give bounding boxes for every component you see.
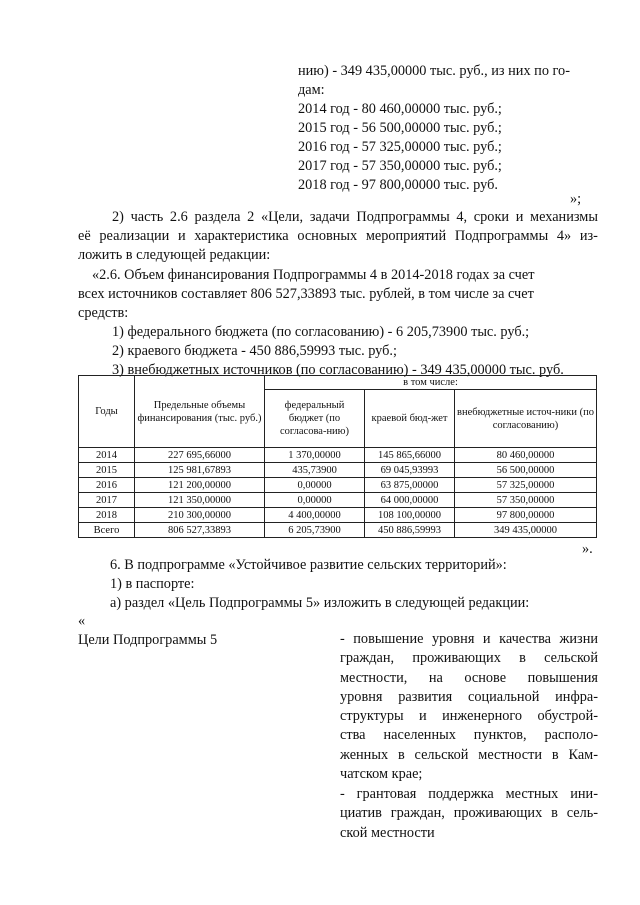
header-total: Предельные объемы финансирования (тыс. руб.) <box>135 376 265 448</box>
section-6-title: 6. В подпрограмме «Устойчивое развитие сельских территорий»: <box>110 557 507 573</box>
cell-total: 210 300,00000 <box>135 508 265 523</box>
open-quote: « <box>78 613 86 629</box>
cell-regional: 145 865,66000 <box>365 448 455 463</box>
goals-item-1 <box>340 630 598 784</box>
cell-regional: 64 000,00000 <box>365 493 455 508</box>
header-extra: внебюджетные источ-ники (по согласованию) <box>455 390 597 448</box>
goals-line: ской местности <box>340 824 435 841</box>
table-row <box>79 463 597 478</box>
section-2-line: её реализации и характеристика основных мероприятий Подпрограммы 4» из- <box>78 228 598 244</box>
cell-extra: 80 460,00000 <box>455 448 597 463</box>
table-row <box>79 493 597 508</box>
cell-extra: 56 500,00000 <box>455 463 597 478</box>
cell-federal: 1 370,00000 <box>265 448 365 463</box>
cell-year: 2016 <box>79 478 135 493</box>
cell-total: 121 200,00000 <box>135 478 265 493</box>
quote-line: всех источников составляет 806 527,33893 тыс. рублей, в том числе за счет <box>78 286 534 302</box>
top-line: 2016 год - 57 325,00000 тыс. руб.; <box>298 139 502 155</box>
goals-item-2 <box>340 785 598 843</box>
header-years: Годы <box>79 376 135 448</box>
goals-line: ства населенных пунктов, располо- <box>340 727 598 744</box>
cell-year: Всего <box>79 523 135 538</box>
goals-line: структуры и инженерного обустрой- <box>340 708 598 725</box>
cell-extra: 97 800,00000 <box>455 508 597 523</box>
cell-federal: 4 400,00000 <box>265 508 365 523</box>
goals-line: - грантовая поддержка местных ини- <box>340 786 598 802</box>
header-regional: краевой бюд-жет <box>365 390 455 448</box>
table-row <box>79 478 597 493</box>
financing-table <box>78 375 597 538</box>
cell-federal: 435,73900 <box>265 463 365 478</box>
closing-quote: »; <box>570 191 582 207</box>
top-line: нию) - 349 435,00000 тыс. руб., из них по го- <box>298 63 570 79</box>
goals-line: граждан, проживающих в сельской <box>340 650 598 667</box>
table-row <box>79 508 597 523</box>
cell-year: 2014 <box>79 448 135 463</box>
cell-regional: 108 100,00000 <box>365 508 455 523</box>
top-line: дам: <box>298 82 325 98</box>
goals-line: - повышение уровня и качества жизни <box>340 631 598 647</box>
goals-line: циатив граждан, проживающих в сель- <box>340 805 598 822</box>
cell-regional: 63 875,00000 <box>365 478 455 493</box>
funding-item: 3) внебюджетных источников (по согласованию) - 349 435,00000 тыс. руб. <box>112 362 564 378</box>
cell-federal: 0,00000 <box>265 493 365 508</box>
cell-extra: 57 350,00000 <box>455 493 597 508</box>
goals-line: уровня развития социальной инфра- <box>340 688 598 705</box>
cell-regional: 450 886,59993 <box>365 523 455 538</box>
cell-total: 806 527,33893 <box>135 523 265 538</box>
cell-extra: 349 435,00000 <box>455 523 597 538</box>
cell-federal: 6 205,73900 <box>265 523 365 538</box>
table-row <box>79 448 597 463</box>
table-closing-quote: ». <box>582 541 593 557</box>
table-row-total <box>79 523 597 538</box>
header-federal: федеральный бюджет (по согласова-нию) <box>265 390 365 448</box>
top-line: 2017 год - 57 350,00000 тыс. руб.; <box>298 158 502 174</box>
funding-item: 2) краевого бюджета - 450 886,59993 тыс. руб.; <box>112 343 397 359</box>
section-6-sub1: 1) в паспорте: <box>110 576 195 592</box>
quote-line: средств: <box>78 305 129 321</box>
top-line: 2014 год - 80 460,00000 тыс. руб.; <box>298 101 502 117</box>
section-6-suba: а) раздел «Цель Подпрограммы 5» изложить в следующей редакции: <box>110 595 530 611</box>
goals-line: женных в сельской местности в Кам- <box>340 746 598 763</box>
cell-year: 2018 <box>79 508 135 523</box>
cell-year: 2015 <box>79 463 135 478</box>
quote-line: «2.6. Объем финансирования Подпрограммы 4 в 2014-2018 годах за счет <box>92 267 535 283</box>
cell-year: 2017 <box>79 493 135 508</box>
cell-regional: 69 045,93993 <box>365 463 455 478</box>
cell-total: 125 981,67893 <box>135 463 265 478</box>
cell-federal: 0,00000 <box>265 478 365 493</box>
goals-line: чатском крае; <box>340 766 423 783</box>
section-2-line: 2) часть 2.6 раздела 2 «Цели, задачи Подпрограммы 4, сроки и механизмы <box>112 209 598 225</box>
top-line: 2015 год - 56 500,00000 тыс. руб.; <box>298 120 502 136</box>
cell-extra: 57 325,00000 <box>455 478 597 493</box>
header-group: в том числе: <box>265 376 597 390</box>
top-line: 2018 год - 97 800,00000 тыс. руб. <box>298 177 498 193</box>
cell-total: 121 350,00000 <box>135 493 265 508</box>
goals-label: Цели Подпрограммы 5 <box>78 632 218 648</box>
section-2-line: ложить в следующей редакции: <box>78 247 271 263</box>
goals-line: местности, на основе повышения <box>340 669 598 686</box>
cell-total: 227 695,66000 <box>135 448 265 463</box>
funding-item: 1) федерального бюджета (по согласованию) - 6 205,73900 тыс. руб.; <box>112 324 530 340</box>
